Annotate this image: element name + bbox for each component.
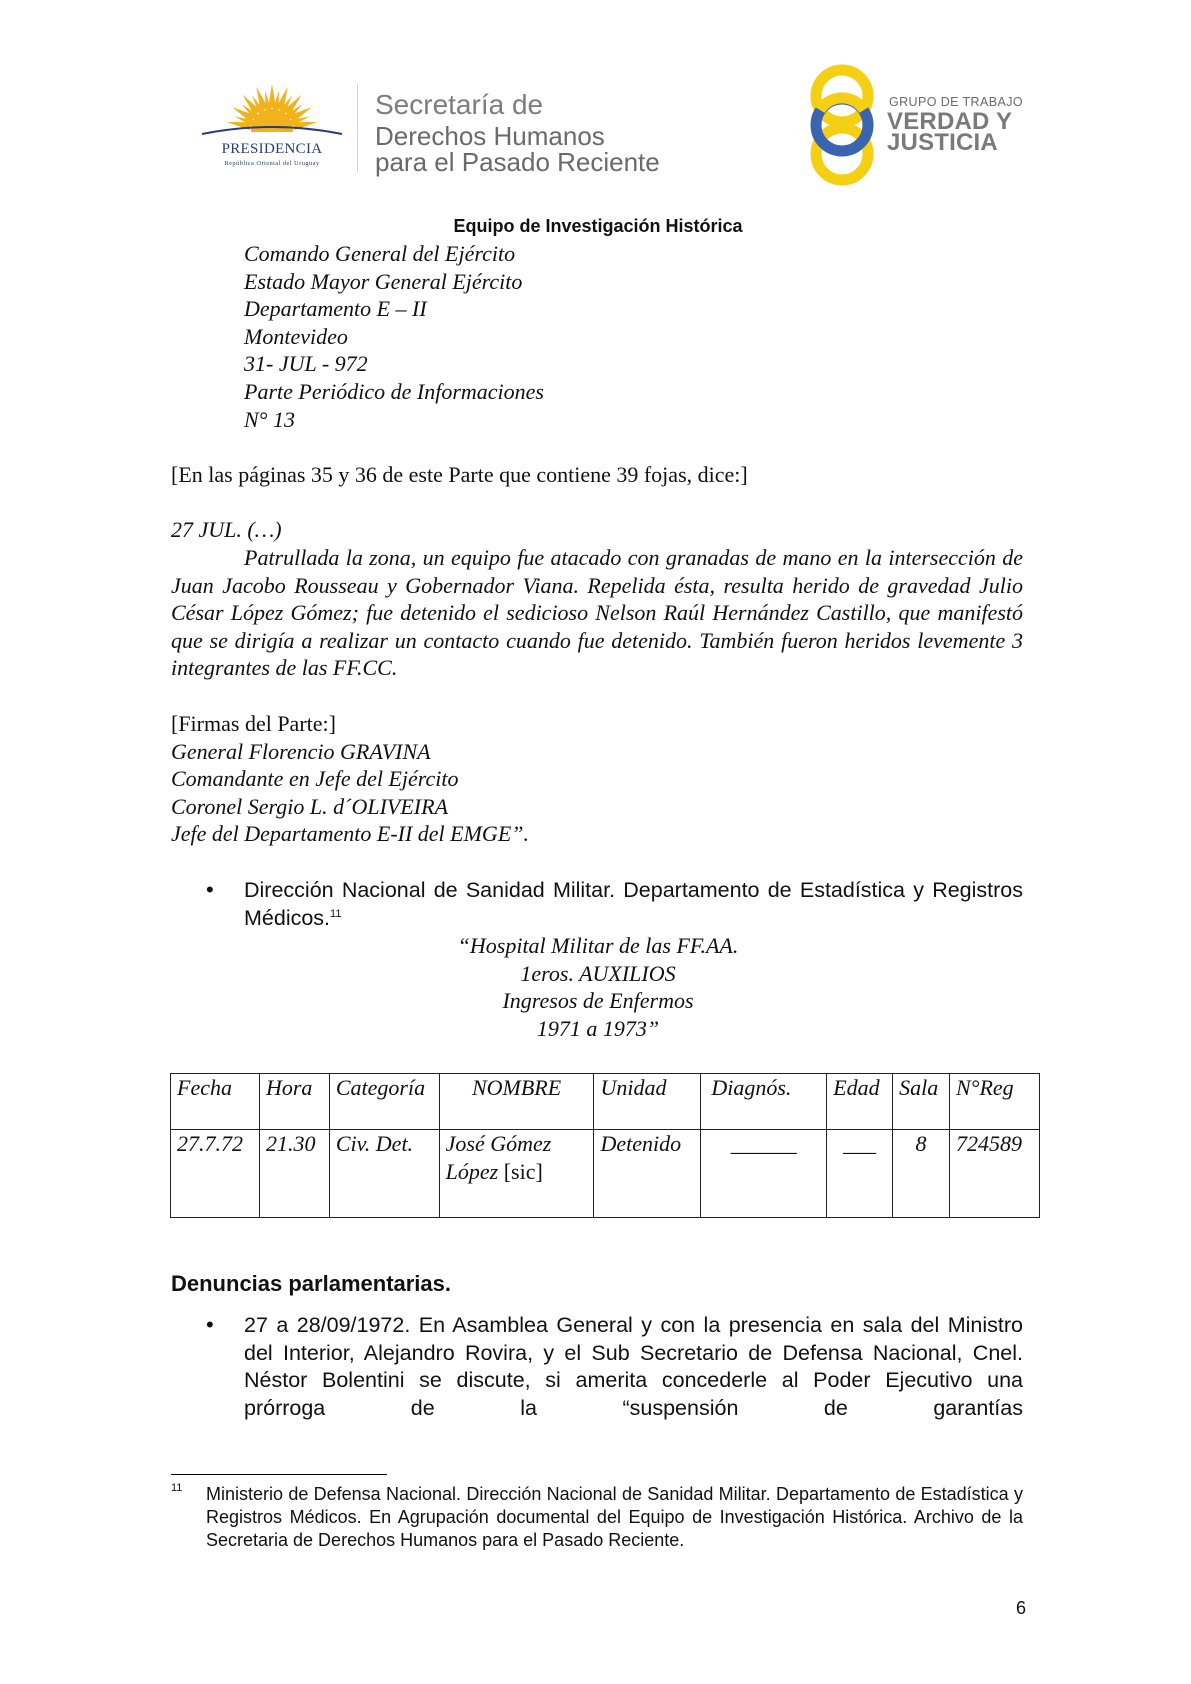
column-header: Diagnós. <box>701 1074 827 1130</box>
column-header: Edad <box>827 1074 893 1130</box>
intro-line: Departamento E – II <box>244 296 427 322</box>
signature-line: Jefe del Departamento E-II del EMGE”. <box>171 821 529 847</box>
sic-note: [sic] <box>503 1158 543 1184</box>
cell-categoria: Civ. Det. <box>329 1130 439 1218</box>
grupo-line-1: GRUPO DE TRABAJO <box>889 95 1023 109</box>
column-header: Unidad <box>594 1074 701 1130</box>
hospital-line: Ingresos de Enfermos <box>502 988 694 1014</box>
intro-line: 31- JUL - 972 <box>244 351 368 377</box>
column-header: Categoría <box>329 1074 439 1130</box>
column-header: NOMBRE <box>439 1074 594 1130</box>
cell-fecha: 27.7.72 <box>171 1130 260 1218</box>
cell-nreg: 724589 <box>949 1130 1039 1218</box>
bullet-marker: • <box>206 877 214 902</box>
cell-diagnos: ______ <box>701 1130 827 1218</box>
signature-block <box>171 710 529 848</box>
secretaria-line-1: Secretaría de <box>375 89 544 120</box>
column-header: N°Reg <box>949 1074 1039 1130</box>
secretaria-line-3: para el Pasado Reciente <box>375 147 660 177</box>
secretaria-line-2: Derechos Humanos <box>375 121 605 151</box>
team-title: Equipo de Investigación Histórica <box>453 216 743 236</box>
footnote-ref[interactable]: 11 <box>330 907 342 920</box>
cell-unidad: Detenido <box>594 1130 701 1218</box>
intro-line: Montevideo <box>244 323 348 349</box>
bullet-item-sanidad <box>244 877 1023 932</box>
bullet-marker: • <box>206 1312 214 1337</box>
bullet-text: Dirección Nacional de Sanidad Militar. Departamento de Estadística y Registros Médicos. <box>244 878 1023 930</box>
document-intro <box>244 240 544 433</box>
table-row <box>171 1130 1040 1218</box>
column-header: Sala <box>893 1074 950 1130</box>
signature-line: General Florencio GRAVINA <box>171 738 431 764</box>
entry-body <box>171 544 1023 682</box>
hospital-line: 1971 a 1973” <box>536 1015 660 1041</box>
intro-line: Comando General del Ejército <box>244 241 516 266</box>
bullet-item-denuncias: 27 a 28/09/1972. En Asamblea General y con la presencia en sala del Ministro del Interior, Alejandro Rovira, y el Sub Secretario de Defensa Nacional, Cnel. Néstor Bolentini se discute, si amerita concederle al Poder Ejecutivo una prórroga de la “suspensión de garantías <box>244 1313 1023 1420</box>
table-header-row <box>171 1074 1040 1130</box>
signature-line: Comandante en Jefe del Ejército <box>171 766 459 792</box>
footnote-text: Ministerio de Defensa Nacional. Dirección Nacional de Sanidad Militar. Departamento de Estadística y Registros Médicos. En Agrupación documental del Equipo de Investigación Histórica. Archivo de la Secretaria de Derechos Humanos para el Pasado Reciente. <box>206 1484 1023 1550</box>
cell-edad: ___ <box>827 1130 893 1218</box>
hospital-line: “Hospital Militar de las FF.AA. <box>457 933 739 958</box>
admissions-table <box>170 1073 1040 1218</box>
header-divider <box>357 84 358 172</box>
signature-line: Coronel Sergio L. d´OLIVEIRA <box>171 793 449 819</box>
footnote-divider <box>171 1474 387 1475</box>
cell-sala: 8 <box>893 1130 950 1218</box>
cell-hora: 21.30 <box>259 1130 329 1218</box>
page-number: 6 <box>1016 1598 1027 1618</box>
entry-date: 27 JUL. (…) <box>171 517 282 542</box>
grupo-line-2: VERDAD Y <box>887 108 1013 135</box>
intro-line: Parte Periódico de Informaciones <box>244 378 544 404</box>
presidencia-name: PRESIDENCIA <box>221 141 323 157</box>
hospital-heading <box>244 932 952 1042</box>
footnote-number: 11 <box>171 1482 183 1494</box>
section-title: Denuncias parlamentarias. <box>171 1271 452 1296</box>
entry-text: Patrullada la zona, un equipo fue atacado con granadas de mano en la intersección de Juan Jacobo Rousseau y Gobernador Viana. Repelida ésta, resulta herido de gravedad Julio César López Gómez; fue detenido el sedicioso Nelson Raúl Hernández Castillo, que manifestó que se dirigía a realizar un contacto cuando fue detenido. También fueron heridos levemente 3 integrantes de las FF.CC. <box>171 545 1023 681</box>
presidencia-subtitle: República Oriental del Uruguay <box>224 160 320 167</box>
nombre-value: José Gómez López <box>445 1131 552 1184</box>
hospital-line: 1eros. AUXILIOS <box>520 960 676 986</box>
signature-heading: [Firmas del Parte:] <box>171 711 336 736</box>
intro-line: Estado Mayor General Ejército <box>244 268 523 294</box>
column-header: Fecha <box>171 1074 260 1130</box>
cell-nombre <box>439 1130 594 1218</box>
column-header: Hora <box>259 1074 329 1130</box>
grupo-line-3: JUSTICIA <box>887 129 998 156</box>
pages-note: [En las páginas 35 y 36 de este Parte que contiene 39 fojas, dice:] <box>171 462 748 487</box>
intro-line: N° 13 <box>244 406 295 432</box>
